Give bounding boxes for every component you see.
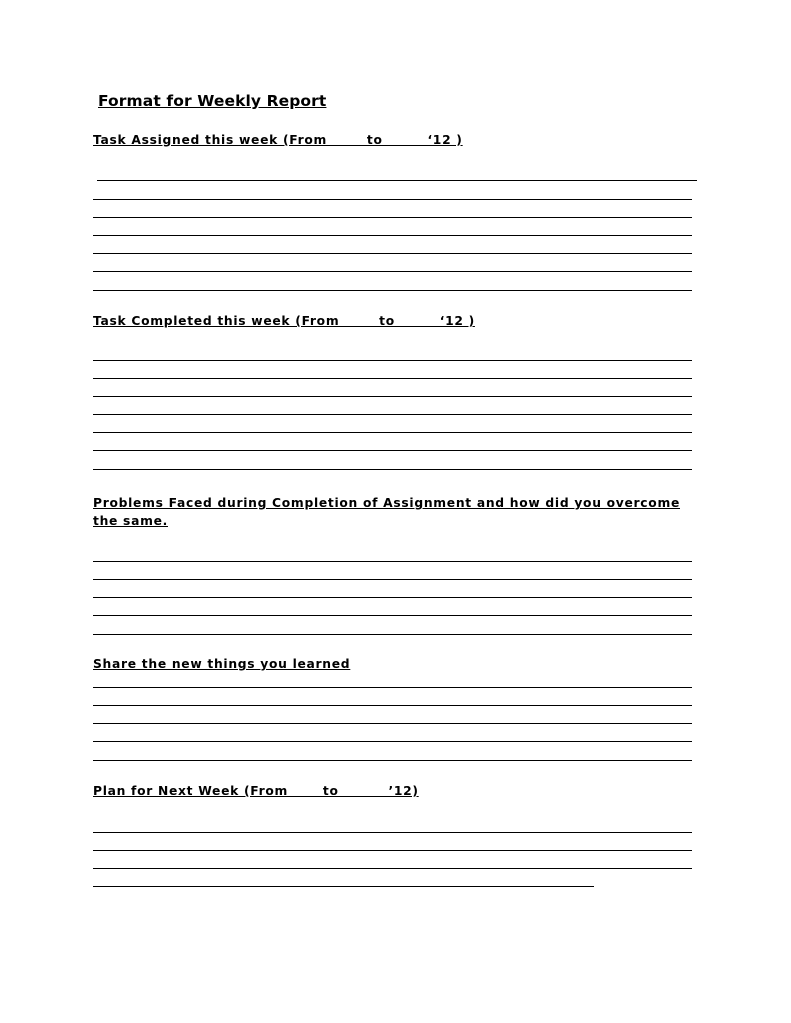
problems-faced-heading: Problems Faced during Completion of Assignment and how did you overcome the same. (93, 496, 680, 528)
problems-faced-line[interactable] (93, 615, 692, 616)
learned-heading: Share the new things you learned (93, 657, 351, 671)
task-assigned-heading: Task Assigned this week (From to ‘12 ) (93, 133, 463, 147)
learned-line[interactable] (93, 760, 692, 761)
problems-faced-line[interactable] (93, 561, 692, 562)
task-completed-line[interactable] (93, 469, 692, 470)
task-completed-line[interactable] (93, 396, 692, 397)
task-completed-line[interactable] (93, 414, 692, 415)
next-week-plan-line[interactable] (93, 868, 692, 869)
task-assigned-line[interactable] (97, 180, 697, 181)
learned-line[interactable] (93, 741, 692, 742)
problems-faced-line[interactable] (93, 597, 692, 598)
task-completed-line[interactable] (93, 432, 692, 433)
task-completed-line[interactable] (93, 378, 692, 379)
next-week-plan-line[interactable] (93, 850, 692, 851)
task-assigned-line[interactable] (93, 253, 692, 254)
task-completed-line[interactable] (93, 450, 692, 451)
problems-faced-line[interactable] (93, 634, 692, 635)
task-assigned-line[interactable] (93, 271, 692, 272)
next-week-plan-line[interactable] (93, 886, 594, 887)
problems-faced-line[interactable] (93, 579, 692, 580)
task-completed-line[interactable] (93, 360, 692, 361)
task-assigned-line[interactable] (93, 217, 692, 218)
task-assigned-line[interactable] (93, 290, 692, 291)
next-week-plan-heading: Plan for Next Week (From to ’12) (93, 784, 419, 798)
next-week-plan-line[interactable] (93, 832, 692, 833)
task-completed-heading: Task Completed this week (From to ‘12 ) (93, 314, 475, 328)
learned-line[interactable] (93, 687, 692, 688)
task-assigned-line[interactable] (93, 199, 692, 200)
learned-line[interactable] (93, 705, 692, 706)
document-title: Format for Weekly Report (98, 92, 327, 110)
task-assigned-line[interactable] (93, 235, 692, 236)
learned-line[interactable] (93, 723, 692, 724)
